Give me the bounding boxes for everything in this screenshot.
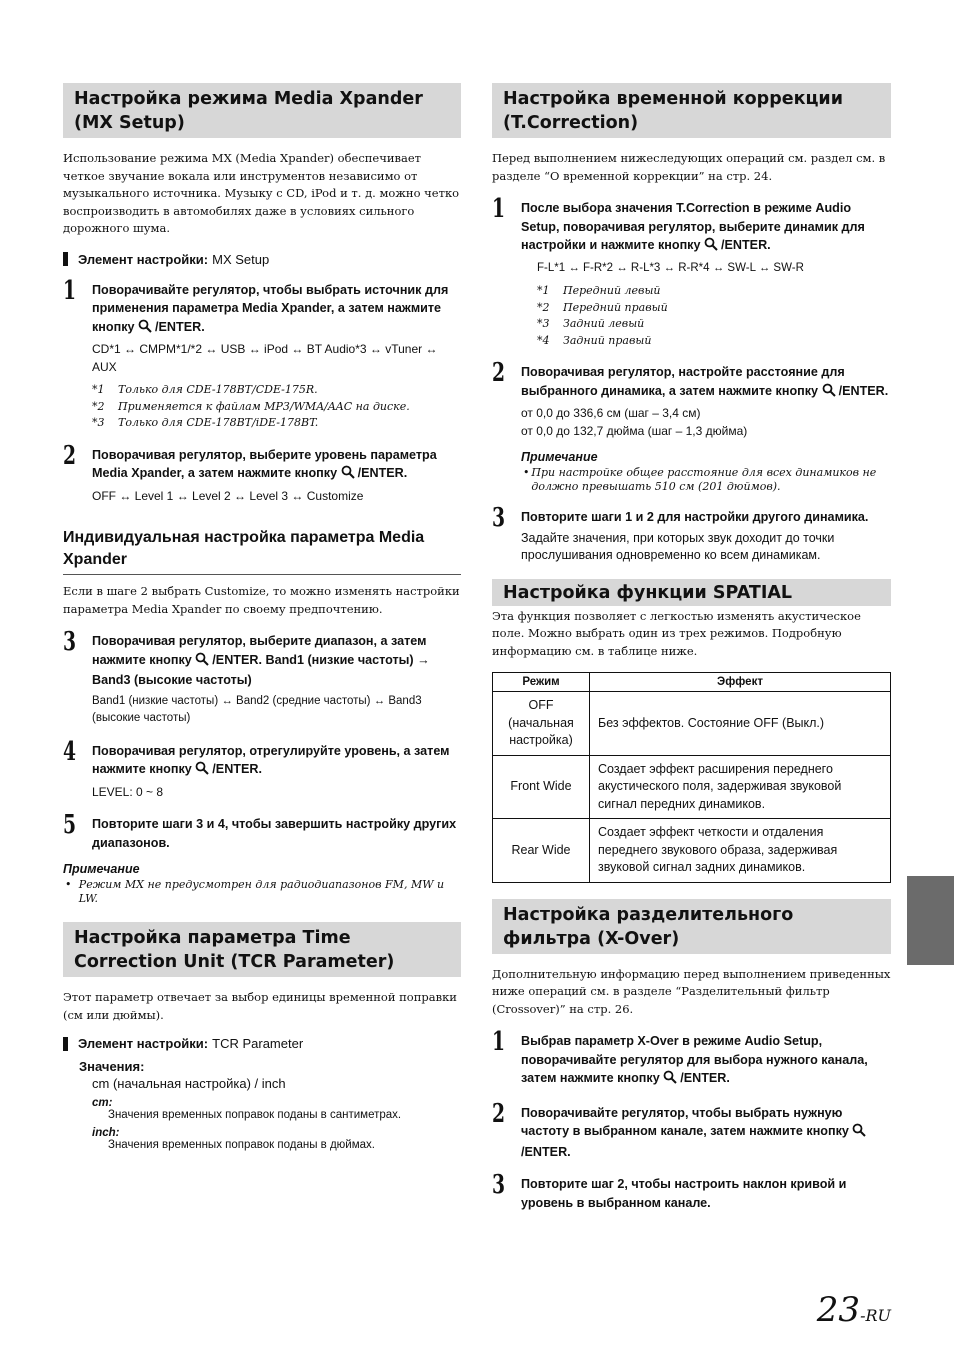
search-icon xyxy=(852,1123,866,1143)
xover-step-1 xyxy=(492,1027,891,1090)
step-options: Band1 (низкие частоты) ↔ Band2 (средние частоты) ↔ Band3 (высокие частоты) xyxy=(92,694,422,724)
step-text: Поворачивая регулятор, выберите уровень параметра Media Xpander, а затем нажмите кнопку /ENTER. xyxy=(92,446,461,485)
spatial-table xyxy=(492,672,891,883)
step-text: Поворачивая регулятор, выберите диапазон, а затем нажмите кнопку /ENTER. Band1 (низкие частоты) → Band3 (высокие частоты) xyxy=(92,634,430,687)
section-title-mx: Настройка режима Media Xpander (MX Setup) xyxy=(63,83,461,138)
xover-step-3 xyxy=(492,1170,891,1212)
step-option: от 0,0 до 336,6 см (шаг – 3,4 см) xyxy=(521,406,701,420)
step-number: 2 xyxy=(492,358,506,388)
step-number: 2 xyxy=(492,1098,506,1129)
mx-step-2 xyxy=(63,440,461,506)
search-icon xyxy=(663,1070,677,1090)
step-options: CD*1 ↔ CMPM*1/*2 ↔ USB ↔ iPod ↔ BT Audio*3 ↔ vTuner ↔ AUX xyxy=(92,342,438,374)
footnote: *3 Задний левый xyxy=(537,317,645,330)
spatial-intro: Эта функция позволяет с легкостью изменять акустическое поле. Можно выбрать один из трех режимов. Подробную информацию см. в таблице ниже. xyxy=(492,608,861,658)
note-heading: Примечание xyxy=(521,450,598,464)
tcr-intro: Этот параметр отвечает за выбор единицы временной поправки (см или дюймы). xyxy=(63,990,457,1022)
step-text: Выбрав параметр X-Over в режиме Audio Setup, поворачивайте регулятор для выбора нужного канала, затем нажмите кнопку /ENTER. xyxy=(521,1032,891,1090)
search-icon xyxy=(704,237,718,257)
marker-bar xyxy=(63,252,68,266)
setting-value: MX Setup xyxy=(212,251,270,267)
section-title-xover: Настройка разделительного фильтра (X-Over) xyxy=(492,899,891,954)
custom-step-3 xyxy=(63,627,461,728)
table-row xyxy=(493,755,891,819)
footnote: *1 Передний левый xyxy=(537,284,661,297)
step-number: 4 xyxy=(63,736,77,767)
note-bullet: • При настройке общее расстояние для всех динамиков не должно превышать 510 см (201 дюймов). xyxy=(523,466,877,493)
subsection-title-custom: Индивидуальная настройка параметра Media Xpander xyxy=(63,527,461,575)
left-column xyxy=(63,83,461,1151)
col-header-mode: Режим xyxy=(493,673,590,692)
mx-intro: Использование режима MX (Media Xpander) обеспечивает четкое звучание вокала или инструментов независимо от музыкального источника. Музыку с CD, iPod и т. д. можно четко воспроизводить в автомобилях даже в условиях сильного дорожного шума. xyxy=(63,151,460,235)
step-number: 2 xyxy=(63,440,77,471)
value-desc-inch: Значения временных поправок поданы в дюймах. xyxy=(108,1139,375,1151)
values-line: cm (начальная настройка) / inch xyxy=(92,1076,286,1091)
tc-step-1 xyxy=(492,194,891,349)
section-title-spatial: Настройка функции SPATIAL xyxy=(492,579,891,606)
step-text: После выбора значения T.Correction в режиме Audio Setup, поворачивая регулятор, выберите динамик для настройки и нажмите кнопку /ENTER. xyxy=(521,199,891,257)
setting-label: Элемент настройки: xyxy=(78,1036,209,1051)
step-number: 1 xyxy=(492,194,506,224)
step-text: Повторите шаги 3 и 4, чтобы завершить настройку других диапазонов. xyxy=(92,817,457,850)
tcr-setting-item xyxy=(63,1036,461,1051)
mx-step-1 xyxy=(63,275,461,432)
tc-step-3 xyxy=(492,503,891,565)
page-number: 23-RU xyxy=(816,1290,891,1330)
tc-footnotes xyxy=(537,283,891,349)
note-heading: Примечание xyxy=(63,862,140,876)
cell-effect: Без эффектов. Состояние OFF (Выкл.) xyxy=(590,692,891,756)
step-text: Повторите шаг 2, чтобы настроить наклон кривой и уровень в выбранном канале. xyxy=(521,1177,847,1210)
col-header-effect: Эффект xyxy=(590,673,891,692)
custom-step-5 xyxy=(63,810,461,852)
step-number: 5 xyxy=(63,810,77,840)
table-row xyxy=(493,819,891,883)
step-option: от 0,0 до 132,7 дюйма (шаг – 1,3 дюйма) xyxy=(521,423,748,438)
chapter-tab xyxy=(907,876,954,965)
cell-mode: Front Wide xyxy=(493,755,590,819)
search-icon xyxy=(341,465,355,485)
step-options: LEVEL: 0 ~ 8 xyxy=(92,784,164,799)
setting-label: Элемент настройки: xyxy=(78,251,209,267)
tc-intro: Перед выполнением нижеследующих операций см. раздел см. в разделе “О временной коррекции” на стр. 24. xyxy=(492,151,886,183)
footnote: *4 Задний правый xyxy=(537,333,652,347)
tc-step-2 xyxy=(492,358,891,494)
search-icon xyxy=(138,319,152,339)
search-icon xyxy=(195,652,209,672)
section-title-tcorrection: Настройка временной коррекции (T.Correction) xyxy=(492,83,891,138)
value-label-inch: inch: xyxy=(92,1127,120,1139)
note-bullet: • Режим MX не предусмотрен для радиодиапазонов FM, MW и LW. xyxy=(65,878,445,905)
values-heading: Значения: xyxy=(79,1059,145,1074)
cell-mode: OFF (начальная настройка) xyxy=(493,692,590,756)
step-text: Поворачивая регулятор, настройте расстояние для выбранного динамика, а затем нажмите кнопку /ENTER. xyxy=(521,363,891,402)
step-sub: Задайте значения, при которых звук доходит до точки прослушивания одновременно ко всем динамикам. xyxy=(521,530,835,562)
mx-footnotes xyxy=(92,382,461,432)
marker-bar xyxy=(63,1037,68,1051)
step-options: F-L*1 ↔ F-R*2 ↔ R-L*3 ↔ R-R*4 ↔ SW-L ↔ SW-R xyxy=(537,261,804,274)
step-text: Повторите шаги 1 и 2 для настройки другого динамика. xyxy=(521,510,869,524)
custom-step-4 xyxy=(63,736,461,802)
step-text: Поворачивая регулятор, отрегулируйте уровень, а затем нажмите кнопку /ENTER. xyxy=(92,742,461,781)
value-label-cm: cm: xyxy=(92,1097,113,1109)
xover-intro: Дополнительную информацию перед выполнением приведенных ниже операций см. в разделе “Разделительный фильтр (Crossover)” на стр. 26. xyxy=(492,966,891,1016)
footnote: *3 Только для CDE-178BT/iDE-178BT. xyxy=(92,416,319,429)
step-number: 3 xyxy=(492,503,506,533)
right-column xyxy=(492,83,891,1212)
search-icon xyxy=(195,761,209,781)
footnote: *1 Только для CDE-178BT/CDE-175R. xyxy=(92,383,318,396)
table-header-row xyxy=(493,673,891,692)
value-desc-cm: Значения временных поправок поданы в сантиметрах. xyxy=(108,1109,402,1121)
step-number: 3 xyxy=(63,627,77,657)
xover-step-2 xyxy=(492,1098,891,1162)
mx-setting-item xyxy=(63,252,461,267)
step-number: 3 xyxy=(492,1170,506,1200)
cell-mode: Rear Wide xyxy=(493,819,590,883)
step-text: Поворачивайте регулятор, чтобы выбрать источник для применения параметра Media Xpander, а затем нажмите кнопку /ENTER. xyxy=(92,281,461,339)
cell-effect: Создает эффект четкости и отдаления переднего звукового образа, задерживая звуковой сигнал задних динамиков. xyxy=(590,819,891,883)
step-number: 1 xyxy=(492,1027,506,1057)
cell-effect: Создает эффект расширения переднего акустического поля, задерживая звуковой сигнал передних динамиков. xyxy=(590,755,891,819)
section-title-tcr: Настройка параметра Time Correction Unit (TCR Parameter) xyxy=(63,922,461,977)
step-options: OFF ↔ Level 1 ↔ Level 2 ↔ Level 3 ↔ Customize xyxy=(92,488,364,503)
step-number: 1 xyxy=(63,275,77,306)
footnote: *2 Применяется к файлам MP3/WMA/AAC на диске. xyxy=(92,399,410,413)
table-row xyxy=(493,692,891,756)
search-icon xyxy=(822,383,836,403)
step-text: Поворачивайте регулятор, чтобы выбрать нужную частоту в выбранном канале, затем нажмите кнопку /ENTER. xyxy=(521,1104,891,1162)
custom-intro: Если в шаге 2 выбрать Customize, то можно изменять настройки параметра Media Xpander по своему предпочтению. xyxy=(63,584,460,616)
setting-value: TCR Parameter xyxy=(212,1036,304,1051)
footnote: *2 Передний правый xyxy=(537,300,668,314)
